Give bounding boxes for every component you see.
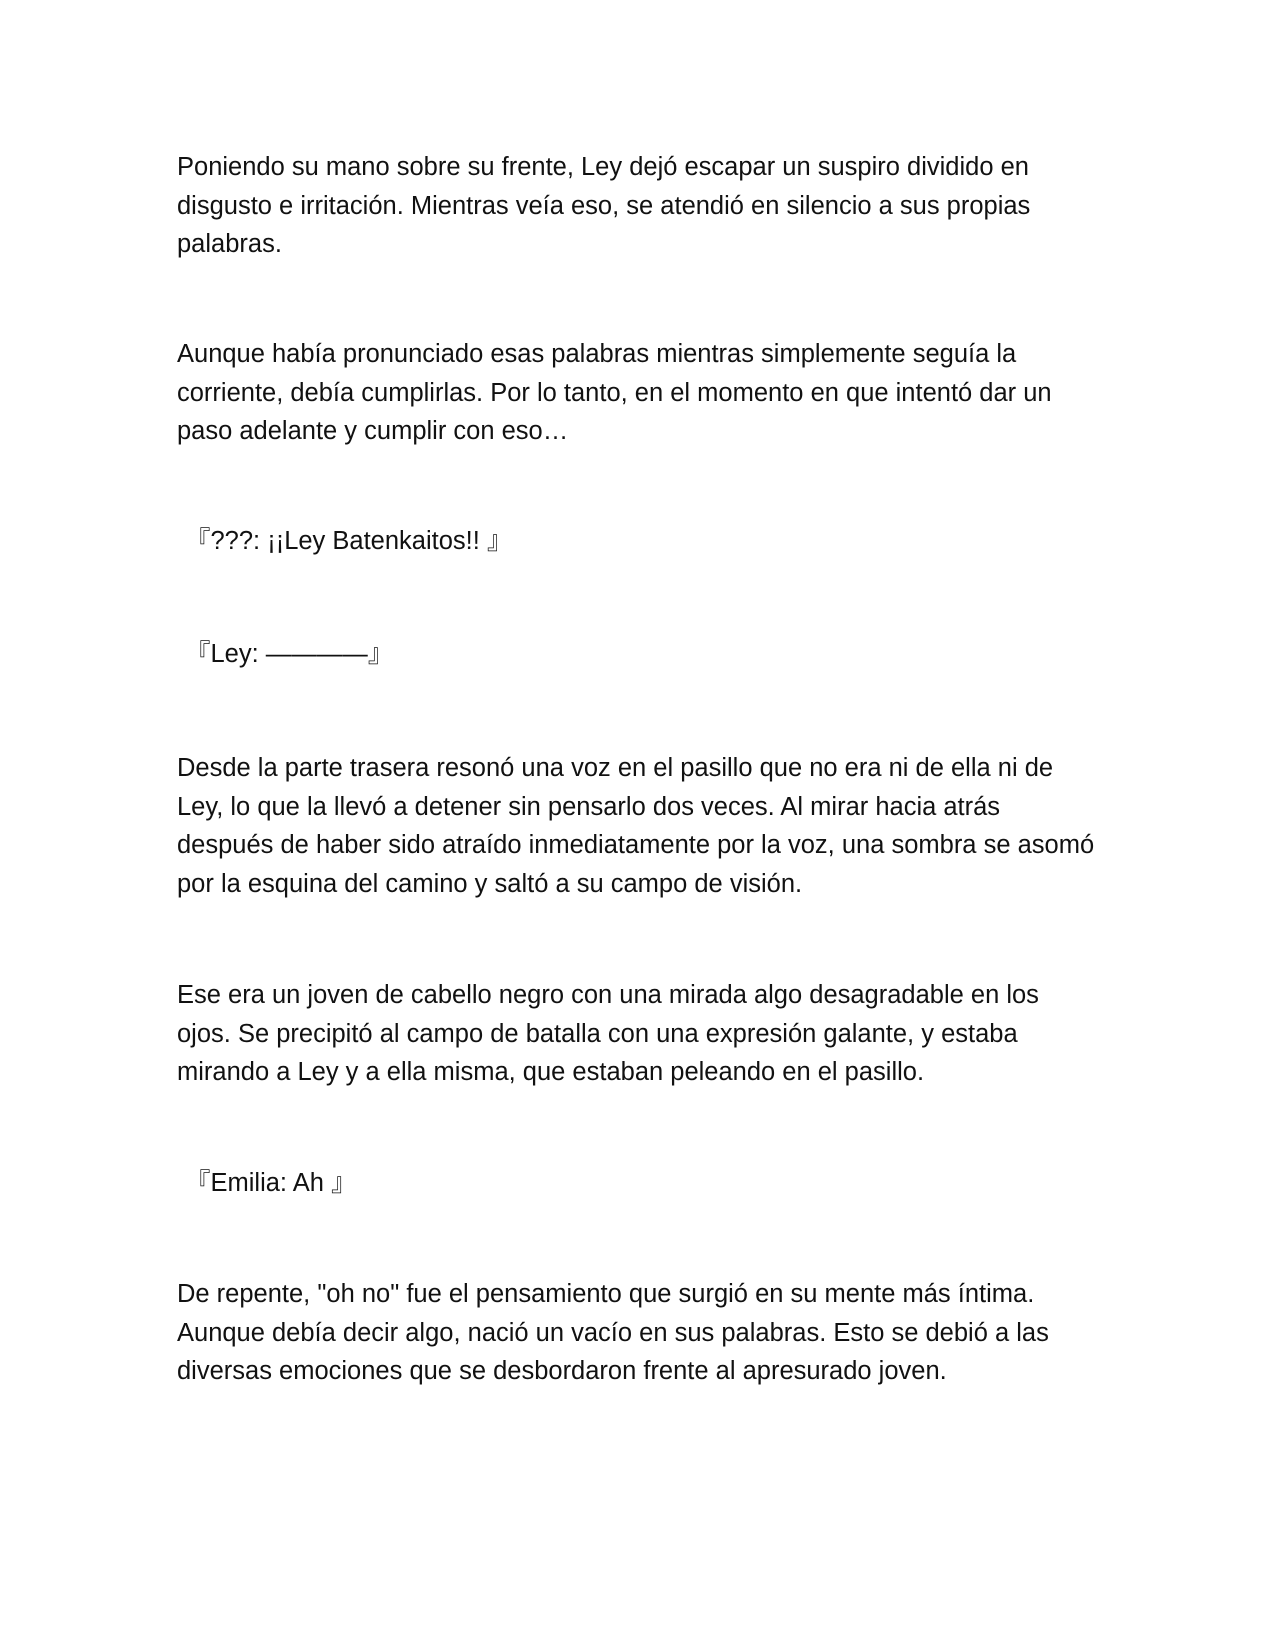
dialogue-line-2: 『Ley: ————』	[185, 640, 394, 668]
dialogue-line-3: 『Emilia: Ah 』	[185, 1169, 357, 1197]
paragraph-4: Ese era un joven de cabello negro con una mirada algo desagradable en los ojos. Se precipitó al campo de batalla con una expresión galante, y estaba mirando a Ley y a ella misma, que estaban peleando en el pasillo.	[177, 981, 1039, 1086]
paragraph-2: Aunque había pronunciado esas palabras mientras simplemente seguía la corriente, debía cumplirlas. Por lo tanto, en el momento en que intentó dar un paso adelante y cumplir con eso…	[177, 340, 1052, 445]
paragraph-5: De repente, "oh no" fue el pensamiento que surgió en su mente más íntima. Aunque debía decir algo, nació un vacío en sus palabras. Esto se debió a las diversas emociones que se desbordaron frente al apresurado joven.	[177, 1280, 1049, 1385]
dialogue-line-1: 『???: ¡¡Ley Batenkaitos!! 』	[185, 527, 513, 555]
paragraph-3: Desde la parte trasera resonó una voz en el pasillo que no era ni de ella ni de Ley, lo que la llevó a detener sin pensarlo dos veces. Al mirar hacia atrás después de haber sido atraído inmediatamente por la voz, una sombra se asomó por la esquina del camino y saltó a su campo de visión.	[177, 754, 1095, 898]
paragraph-1: Poniendo su mano sobre su frente, Ley dejó escapar un suspiro dividido en disgusto e irritación. Mientras veía eso, se atendió en silencio a sus propias palabras.	[177, 153, 1031, 258]
